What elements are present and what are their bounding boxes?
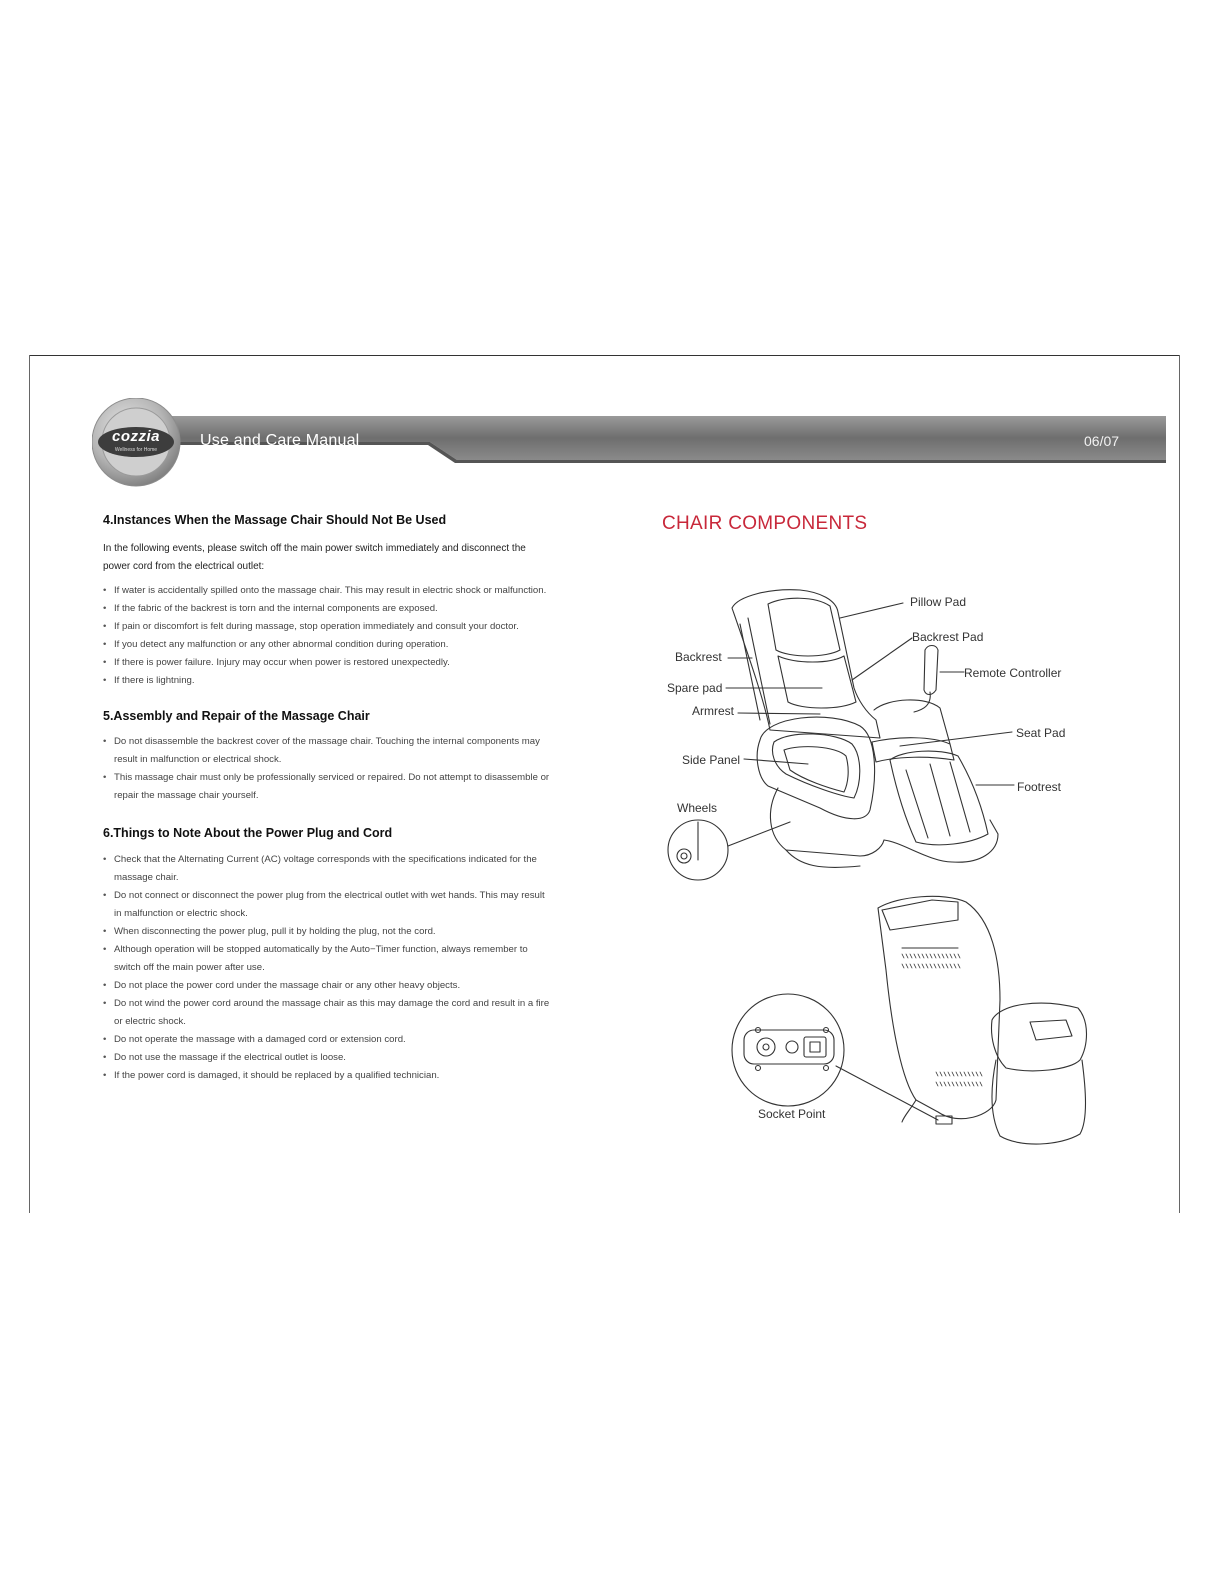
list-item: • If the power cord is damaged, it should be replaced by a qualified technician. bbox=[103, 1067, 553, 1085]
section-6 bbox=[103, 825, 553, 1085]
list-item: • If there is lightning. bbox=[103, 672, 553, 690]
socket-inset-circle bbox=[732, 994, 844, 1106]
list-item: • If you detect any malfunction or any other abnormal condition during operation. bbox=[103, 636, 553, 654]
list-item: • Do not wind the power cord around the massage chair as this may damage the cord and result in a fire or electric shock. bbox=[103, 995, 553, 1031]
section-4-intro: In the following events, please switch off the main power switch immediately and disconnect the power cord from the electrical outlet: bbox=[103, 542, 526, 572]
left-column bbox=[103, 512, 553, 1085]
label-pillow-pad: Pillow Pad bbox=[910, 595, 967, 609]
list-item: • Do not place the power cord under the massage chair or any other heavy objects. bbox=[103, 977, 553, 995]
page-number: 06/07 bbox=[1084, 433, 1120, 449]
backrest-pad-outline bbox=[778, 656, 856, 708]
armrest-outline bbox=[757, 717, 874, 819]
list-item: • Do not disassemble the backrest cover of the massage chair. Touching the internal components may result in malfunction or electrical shock. bbox=[103, 733, 553, 769]
label-remote-controller: Remote Controller bbox=[964, 666, 1062, 680]
manual-title: Use and Care Manual bbox=[200, 432, 360, 449]
list-item: • If pain or discomfort is felt during massage, stop operation immediately and consult your doctor. bbox=[103, 618, 553, 636]
label-wheels: Wheels bbox=[677, 801, 718, 815]
section-4-list bbox=[103, 582, 553, 690]
label-side-panel: Side Panel bbox=[682, 753, 741, 767]
list-item: • Do not connect or disconnect the power plug from the electrical outlet with wet hands. This may result in malfunction or electric shock. bbox=[103, 887, 553, 923]
label-footrest: Footrest bbox=[1017, 780, 1062, 794]
frame-top-border bbox=[29, 355, 1180, 356]
section-6-title: 6.Things to Note About the Power Plug and Cord bbox=[103, 826, 393, 840]
label-backrest: Backrest bbox=[675, 650, 722, 664]
list-item: • This massage chair must only be professionally serviced or repaired. Do not attempt to disassemble or repair the massage chair yourself. bbox=[103, 769, 553, 805]
label-spare-pad: Spare pad bbox=[667, 681, 723, 695]
list-item: • If there is power failure. Injury may occur when power is restored unexpectedly. bbox=[103, 654, 553, 672]
side-panel-outline bbox=[784, 747, 848, 792]
section-5 bbox=[103, 708, 553, 806]
label-seat-pad: Seat Pad bbox=[1016, 726, 1066, 740]
list-item: • Do not operate the massage with a damaged cord or extension cord. bbox=[103, 1031, 553, 1049]
list-item: • When disconnecting the power plug, pull it by holding the plug, not the cord. bbox=[103, 923, 553, 941]
section-5-title: 5.Assembly and Repair of the Massage Chair bbox=[103, 708, 370, 723]
list-item: • If the fabric of the backrest is torn and the internal components are exposed. bbox=[103, 600, 553, 618]
chair-components-title: CHAIR COMPONENTS bbox=[662, 513, 868, 534]
label-backrest-pad: Backrest Pad bbox=[912, 630, 984, 644]
section-4-title: 4.Instances When the Massage Chair Should Not Be Used bbox=[103, 513, 447, 527]
frame-left-border bbox=[29, 355, 30, 1213]
label-socket-point: Socket Point bbox=[758, 1107, 826, 1121]
brand-logo: cozzia bbox=[111, 428, 160, 445]
chair-backrest-outline bbox=[732, 590, 880, 738]
remote-controller-outline bbox=[924, 646, 938, 695]
section-4 bbox=[103, 512, 553, 690]
label-armrest: Armrest bbox=[692, 704, 734, 718]
header-banner bbox=[92, 398, 1168, 508]
list-item: • Do not use the massage if the electrical outlet is loose. bbox=[103, 1049, 553, 1067]
back-armrest-outline bbox=[992, 1003, 1087, 1071]
section-6-list bbox=[103, 851, 553, 1085]
pillow-pad-outline bbox=[768, 598, 840, 656]
list-item: • Check that the Alternating Current (AC) voltage corresponds with the specifications indicated for the massage chair. bbox=[103, 851, 553, 887]
seat-pad-outline bbox=[872, 738, 954, 762]
brand-tagline: Wellness for Home bbox=[114, 447, 158, 453]
section-5-list bbox=[103, 733, 553, 805]
list-item: • If water is accidentally spilled onto the massage chair. This may result in electric shock or malfunction. bbox=[103, 582, 553, 600]
list-item: • Although operation will be stopped automatically by the Auto−Timer function, always remember to switch off the main power after use. bbox=[103, 941, 553, 977]
